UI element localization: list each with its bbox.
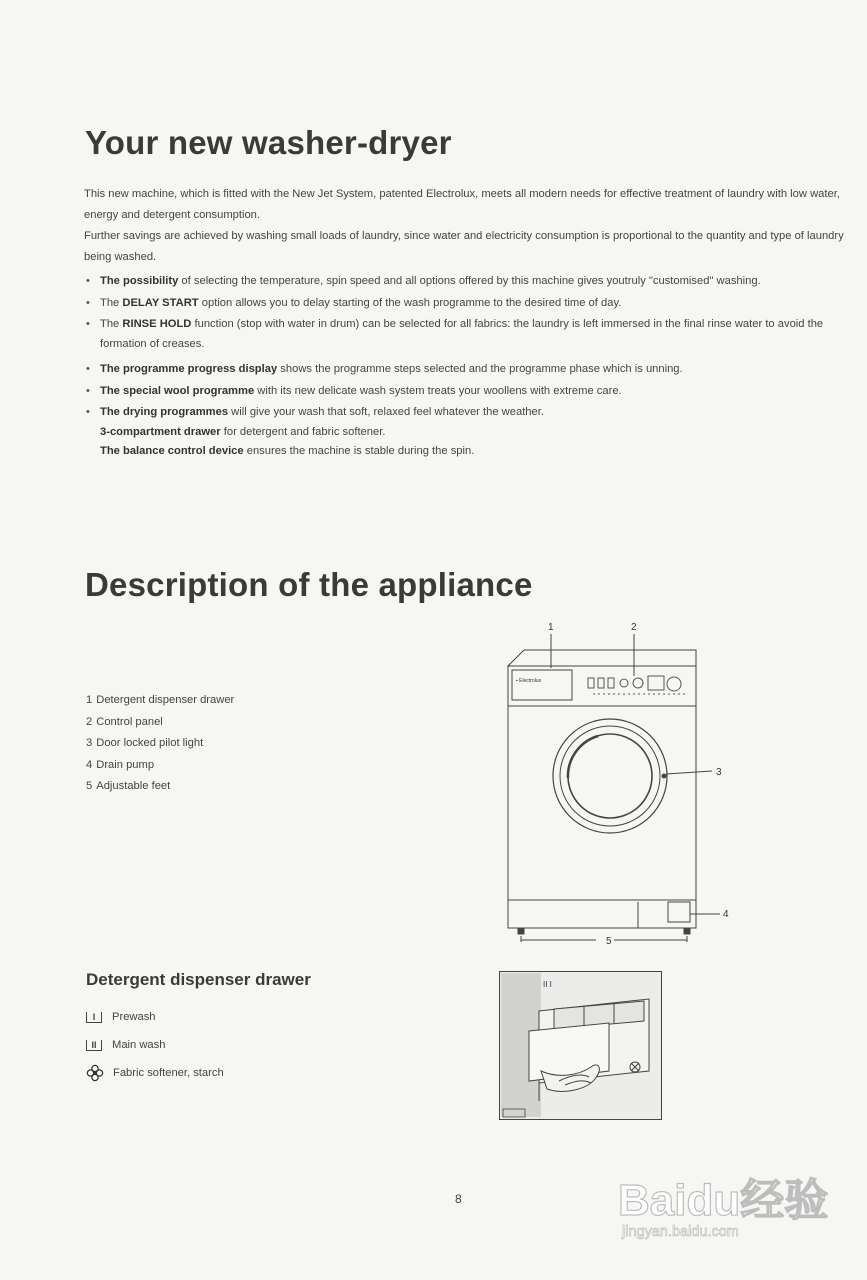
feature-subitem: The balance control device ensures the machine is stable during the spin.: [100, 445, 475, 457]
callout-2: 2: [631, 622, 637, 633]
part-item: 2 Control panel: [86, 715, 163, 728]
main-wash-compartment-icon: II: [86, 1040, 102, 1051]
drawer-item-prewash: I Prewash: [86, 1003, 224, 1031]
prewash-compartment-icon: I: [86, 1012, 102, 1023]
callout-3: 3: [716, 767, 722, 778]
intro-paragraph-1: This new machine, which is fitted with the New Jet System, patented Electrolux, meets all modern needs for effective treatment of laundry with low water, energy and detergent consumption.: [84, 188, 840, 221]
svg-text:▪ Electrolux: ▪ Electrolux: [516, 678, 542, 684]
intro-text: [84, 184, 844, 268]
feature-item: • The drying programmes will give your wash that soft, relaxed feel whatever the weather. 3-compartment drawer for detergent and fabric softener. The balance control device ensures the machine is stable during the spin.: [84, 403, 834, 462]
part-item: 4 Drain pump: [86, 758, 155, 771]
page-number: 8: [455, 1192, 462, 1206]
drawer-section-title: Detergent dispenser drawer: [86, 970, 311, 989]
section-title-description: Description of the appliance: [85, 566, 533, 603]
section-title-washer-dryer: Your new washer-dryer: [85, 124, 452, 161]
feature-subitem: 3-compartment drawer for detergent and fabric softener.: [100, 425, 386, 438]
bullet-icon: •: [86, 275, 90, 287]
feature-item: • The programme progress display shows the programme steps selected and the programme phase which is unning.: [84, 360, 834, 380]
dispenser-drawer-illustration: [499, 971, 663, 1121]
feature-list: [84, 272, 834, 464]
feature-item: • The special wool programme with its new delicate wash system treats your woollens with extreme care.: [84, 382, 834, 402]
svg-text:II I: II I: [543, 980, 552, 989]
baidu-watermark: [612, 1150, 852, 1250]
part-item: 5 Adjustable feet: [86, 780, 171, 792]
feature-item: • The DELAY START option allows you to delay starting of the wash programme to the desired time of day.: [84, 294, 834, 314]
washer-dryer-illustration: [498, 618, 738, 953]
bullet-icon: •: [86, 296, 90, 309]
callout-1: 1: [548, 622, 554, 633]
intro-paragraph-2: Further savings are achieved by washing small loads of laundry, since water and electricity consumption is proportional to the quantity and type of laundry being washed.: [84, 230, 844, 263]
watermark-logo: Baidu经验: [618, 1176, 829, 1225]
feature-item: • The possibility of selecting the temperature, spin speed and all options offered by this machine gives youtruly "customised" washing.: [84, 272, 834, 292]
bullet-icon: •: [86, 384, 90, 397]
drawer-item-softener: Fabric softener, starch: [86, 1059, 224, 1087]
callout-5: 5: [606, 936, 612, 947]
part-item: 1 Detergent dispenser drawer: [86, 694, 235, 706]
drawer-item-main-wash: II Main wash: [86, 1031, 224, 1059]
bullet-icon: •: [86, 406, 90, 418]
bullet-icon: •: [86, 363, 90, 375]
feature-item: • The RINSE HOLD function (stop with water in drum) can be selected for all fabrics: the laundry is left immersed in the final rinse water to avoid the formation of creases.: [84, 315, 834, 354]
bullet-icon: •: [86, 318, 90, 330]
fabric-softener-flower-icon: [86, 1064, 104, 1082]
drawer-compartment-list: [86, 1003, 224, 1087]
part-item: 3 Door locked pilot light: [86, 737, 204, 749]
callout-4: 4: [723, 909, 729, 920]
parts-list: [86, 690, 238, 798]
watermark-url: jingyan.baidu.com: [622, 1224, 739, 1240]
